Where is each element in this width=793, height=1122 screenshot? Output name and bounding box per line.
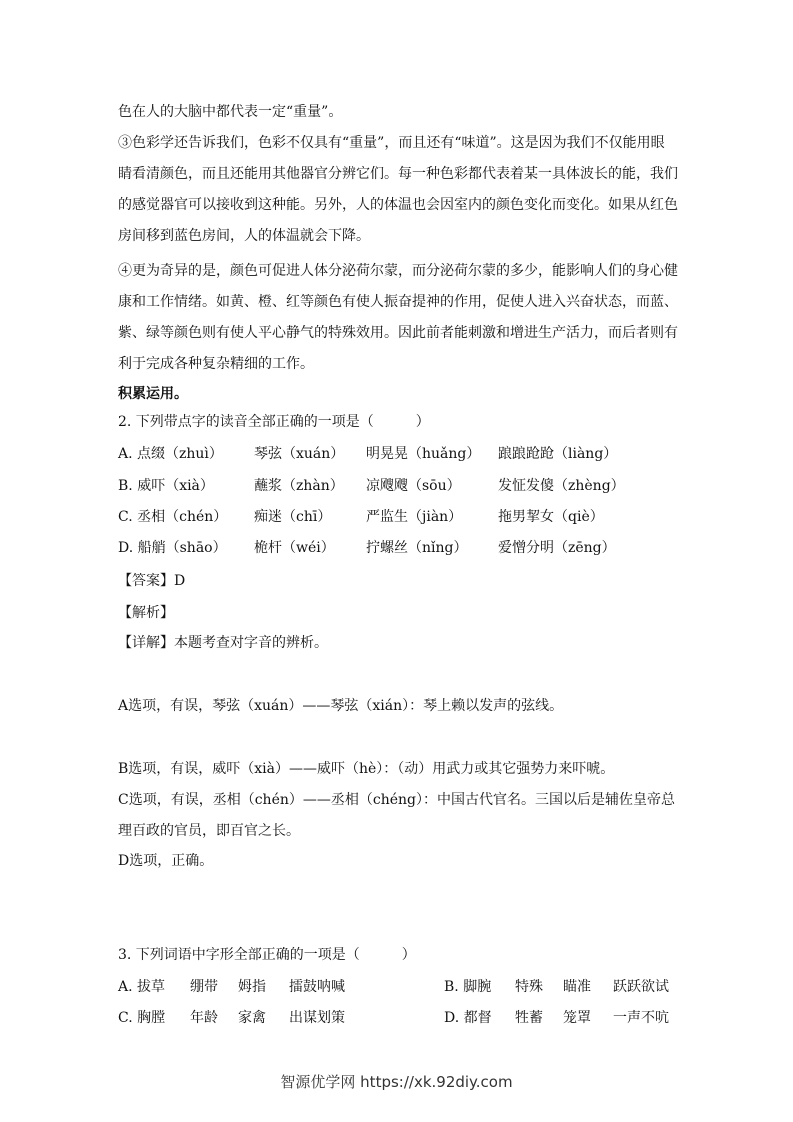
- q3-option-c-3: 家禽: [238, 1010, 266, 1026]
- option-c-4: 拖男挈女（qiè）: [498, 509, 604, 525]
- option-c-3: 严监生（jiàn）: [366, 509, 463, 525]
- option-d-1: D. 船艄（shāo）: [118, 540, 227, 556]
- option-d-3: 拧螺丝（nǐng）: [366, 540, 468, 556]
- q3-option-b-3: 瞄准: [563, 979, 591, 995]
- option-b-4: 发怔发傻（zhèng）: [498, 478, 625, 494]
- explanation-c-cont: 理百政的官员，即百官之长。: [118, 823, 300, 839]
- analysis-label: 【解析】: [118, 605, 174, 621]
- option-a-4: 踉踉跄跄（liàng）: [498, 446, 618, 462]
- q3-option-d-2: 牲蓄: [515, 1010, 543, 1026]
- passage-line: 康和工作情绪。如黄、橙、红等颜色有使人振奋提神的作用，促使人进入兴奋状态，而蓝、: [118, 294, 678, 310]
- q3-option-a-1: A. 拔草: [118, 979, 166, 995]
- q3-option-c-2: 年龄: [190, 1010, 218, 1026]
- option-a-1: A. 点缀（zhuì）: [118, 446, 223, 462]
- passage-line: ③色彩学还告诉我们，色彩不仅具有“重量”，而且还有“味道”。这是因为我们不仅能用眼: [118, 135, 665, 151]
- question-2-stem: 2. 下列带点字的读音全部正确的一项是（ ）: [118, 414, 430, 430]
- option-c-1: C. 丞相（chén）: [118, 509, 228, 525]
- answer-line: 【答案】D: [118, 573, 186, 589]
- explanation-a: A选项，有误，琴弦（xuán）——琴弦（xián）：琴上赖以发声的弦线。: [118, 698, 564, 714]
- q3-option-a-3: 姆指: [238, 979, 266, 995]
- question-3-stem: 3. 下列词语中字形全部正确的一项是（ ）: [118, 947, 416, 963]
- option-d-2: 桅杆（wéi）: [254, 540, 335, 556]
- detail-line: 【详解】本题考查对字音的辨析。: [118, 635, 328, 651]
- passage-line: 利于完成各种复杂精细的工作。: [118, 356, 314, 372]
- q3-option-b-1: B. 脚腕: [444, 979, 492, 995]
- passage-line: 紫、绿等颜色则有使人平心静气的特殊效用。因此前者能刺激和增进生产活力，而后者则有: [118, 325, 678, 341]
- explanation-d: D选项，正确。: [118, 853, 214, 869]
- option-b-1: B. 威吓（xià）: [118, 478, 214, 494]
- q3-option-d-1: D. 都督: [444, 1010, 492, 1026]
- option-b-2: 蘸浆（zhàn）: [254, 478, 344, 494]
- passage-line: ④更为奇异的是，颜色可促进人体分泌荷尔蒙，而分泌荷尔蒙的多少，能影响人们的身心健: [118, 263, 678, 279]
- passage-line: 的感觉器官可以接收到这种能。另外，人的体温也会因室内的颜色变化而变化。如果从红色: [118, 197, 678, 213]
- q3-option-a-2: 绷带: [190, 979, 218, 995]
- option-c-2: 痴迷（chī）: [254, 509, 332, 525]
- q3-option-c-1: C. 胸膛: [118, 1010, 166, 1026]
- explanation-b: B选项，有误，威吓（xià）——威吓（hè）：（动）用武力或其它强势力来吓唬。: [118, 761, 615, 777]
- option-a-2: 琴弦（xuán）: [254, 446, 345, 462]
- explanation-c: C选项，有误，丞相（chén）——丞相（chéng）：中国古代官名。三国以后是辅佐皇帝总: [118, 792, 675, 808]
- section-heading: 积累运用。: [118, 386, 188, 402]
- passage-line: 色在人的大脑中都代表一定“重量”。: [118, 104, 343, 120]
- q3-option-a-4: 擂鼓呐喊: [289, 979, 345, 995]
- q3-option-b-4: 跃跃欲试: [613, 979, 669, 995]
- q3-option-d-4: 一声不吭: [613, 1010, 669, 1026]
- q3-option-c-4: 出谋划策: [289, 1010, 345, 1026]
- option-d-4: 爱憎分明（zēng）: [498, 540, 616, 556]
- option-a-3: 明晃晃（huǎng）: [366, 446, 481, 462]
- passage-line: 房间移到蓝色房间，人的体温就会下降。: [118, 228, 370, 244]
- q3-option-b-2: 特殊: [515, 979, 543, 995]
- passage-line: 睛看清颜色，而且还能用其他器官分辨它们。每一种色彩都代表着某一具体波长的能，我们: [118, 166, 678, 182]
- option-b-3: 凉飕飕（sōu）: [366, 478, 461, 494]
- footer-watermark[interactable]: 智源优学网 https://xk.92diy.com: [280, 1073, 513, 1091]
- q3-option-d-3: 笼罩: [563, 1010, 591, 1026]
